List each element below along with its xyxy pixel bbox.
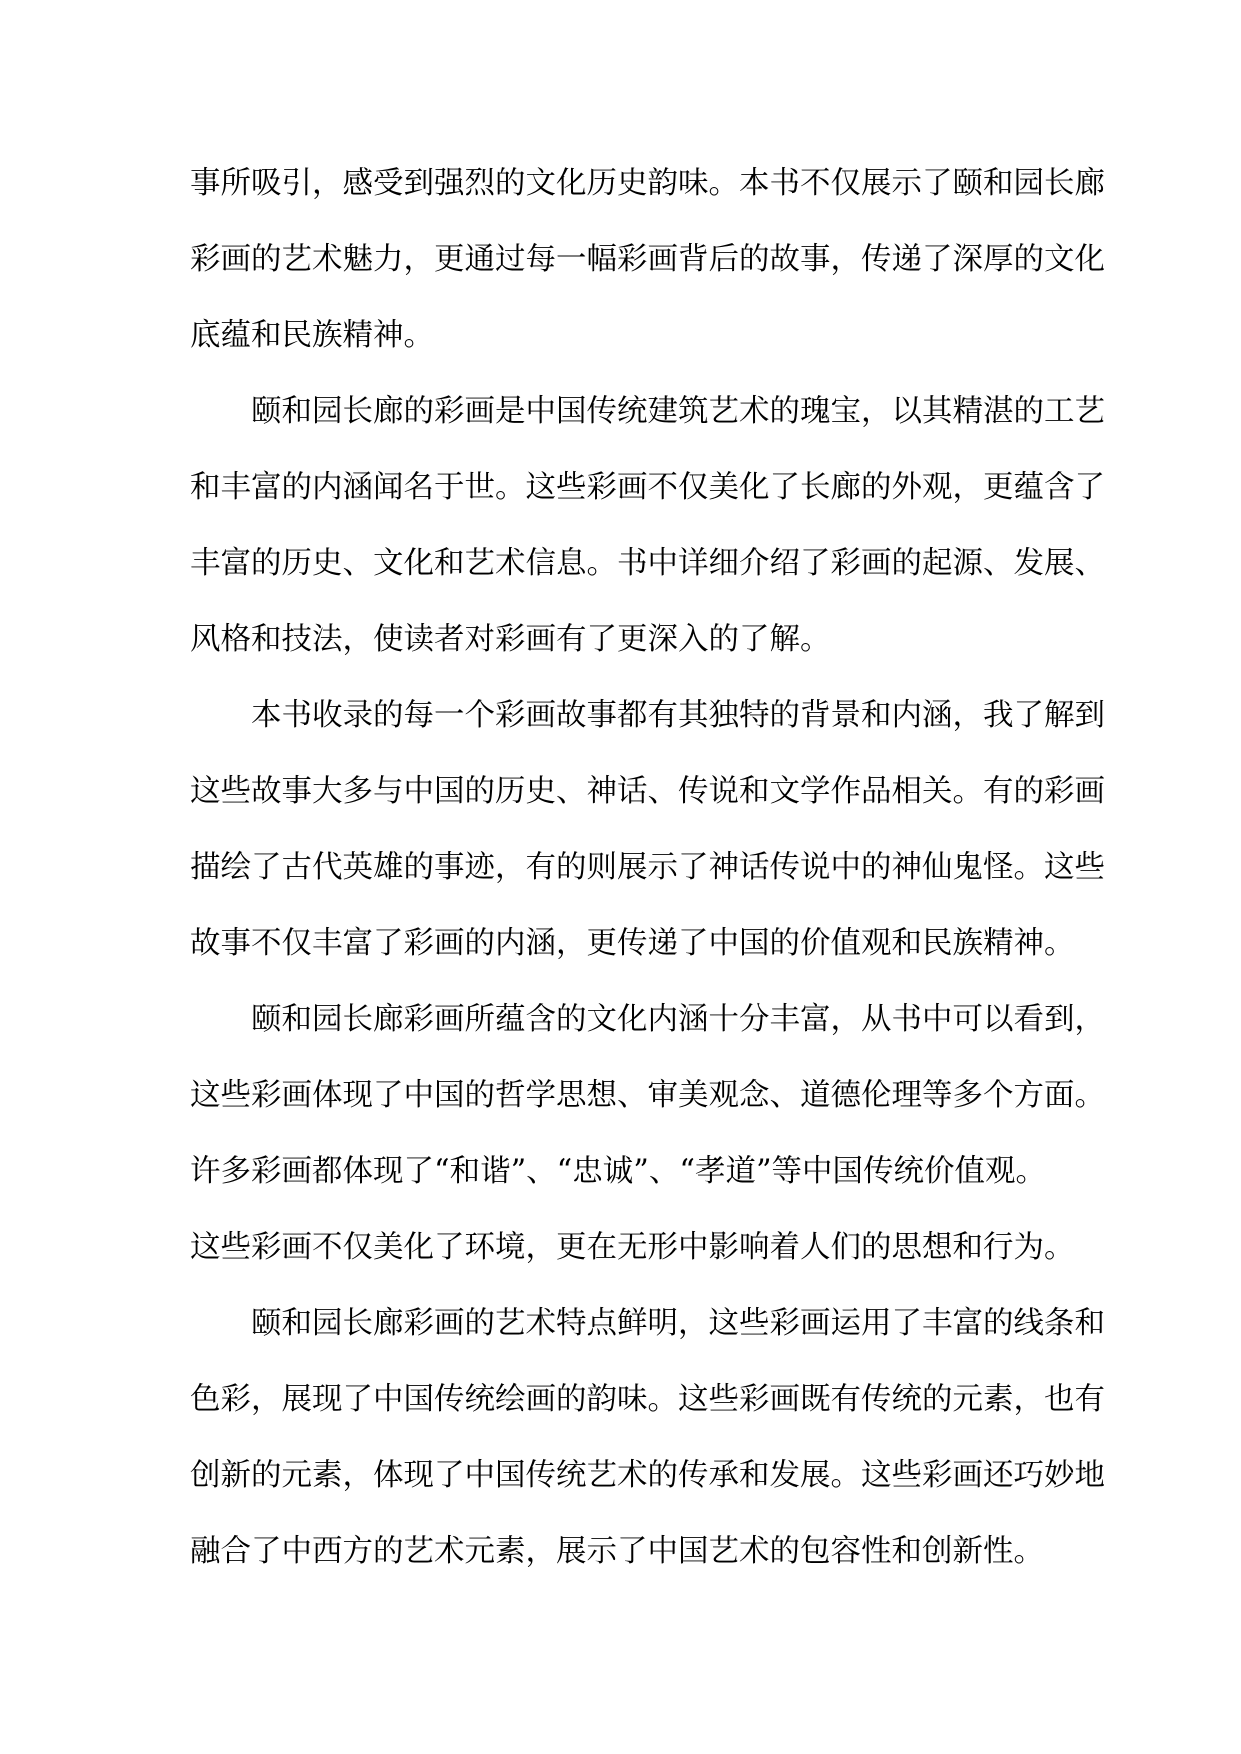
text-line: 事所吸引，感受到强烈的文化历史韵味。本书不仅展示了颐和园长廊 (190, 166, 1105, 201)
text-line: 这些彩画不仅美化了环境，更在无形中影响着人们的思想和行为。 (190, 1230, 1075, 1265)
text-line: 色彩，展现了中国传统绘画的韵味。这些彩画既有传统的元素，也有 (190, 1382, 1105, 1417)
text-line: 丰富的历史、文化和艺术信息。书中详细介绍了彩画的起源、发展、 (190, 546, 1105, 581)
text-line: 颐和园长廊彩画所蕴含的文化内涵十分丰富，从书中可以看到， (251, 1002, 1105, 1037)
text-line: 颐和园长廊彩画的艺术特点鲜明，这些彩画运用了丰富的线条和 (251, 1306, 1105, 1341)
text-line: 本书收录的每一个彩画故事都有其独特的背景和内涵，我了解到 (251, 698, 1105, 733)
text-line: 风格和技法，使读者对彩画有了更深入的了解。 (190, 622, 831, 657)
paragraph-1 (190, 146, 1105, 374)
text-line: 底蕴和民族精神。 (190, 318, 434, 353)
text-line: 这些彩画体现了中国的哲学思想、审美观念、道德伦理等多个方面。 (190, 1078, 1105, 1113)
paragraph-3 (190, 678, 1105, 982)
text-line: 许多彩画都体现了“和谐”、“忠诚”、“孝道”等中国传统价值观。 (190, 1154, 1047, 1189)
text-line: 这些故事大多与中国的历史、神话、传说和文学作品相关。有的彩画 (190, 774, 1105, 809)
text-line: 融合了中西方的艺术元素，展示了中国艺术的包容性和创新性。 (190, 1534, 1044, 1569)
text-line: 和丰富的内涵闻名于世。这些彩画不仅美化了长廊的外观，更蕴含了 (190, 470, 1105, 505)
text-line: 故事不仅丰富了彩画的内涵，更传递了中国的价值观和民族精神。 (190, 926, 1075, 961)
text-line: 颐和园长廊的彩画是中国传统建筑艺术的瑰宝，以其精湛的工艺 (251, 394, 1105, 429)
text-line: 彩画的艺术魅力，更通过每一幅彩画背后的故事，传递了深厚的文化 (190, 242, 1105, 277)
paragraph-2 (190, 374, 1105, 678)
text-line: 创新的元素，体现了中国传统艺术的传承和发展。这些彩画还巧妙地 (190, 1458, 1105, 1493)
paragraph-5 (190, 1286, 1105, 1590)
text-line: 描绘了古代英雄的事迹，有的则展示了神话传说中的神仙鬼怪。这些 (190, 850, 1105, 885)
paragraph-4 (190, 982, 1105, 1286)
